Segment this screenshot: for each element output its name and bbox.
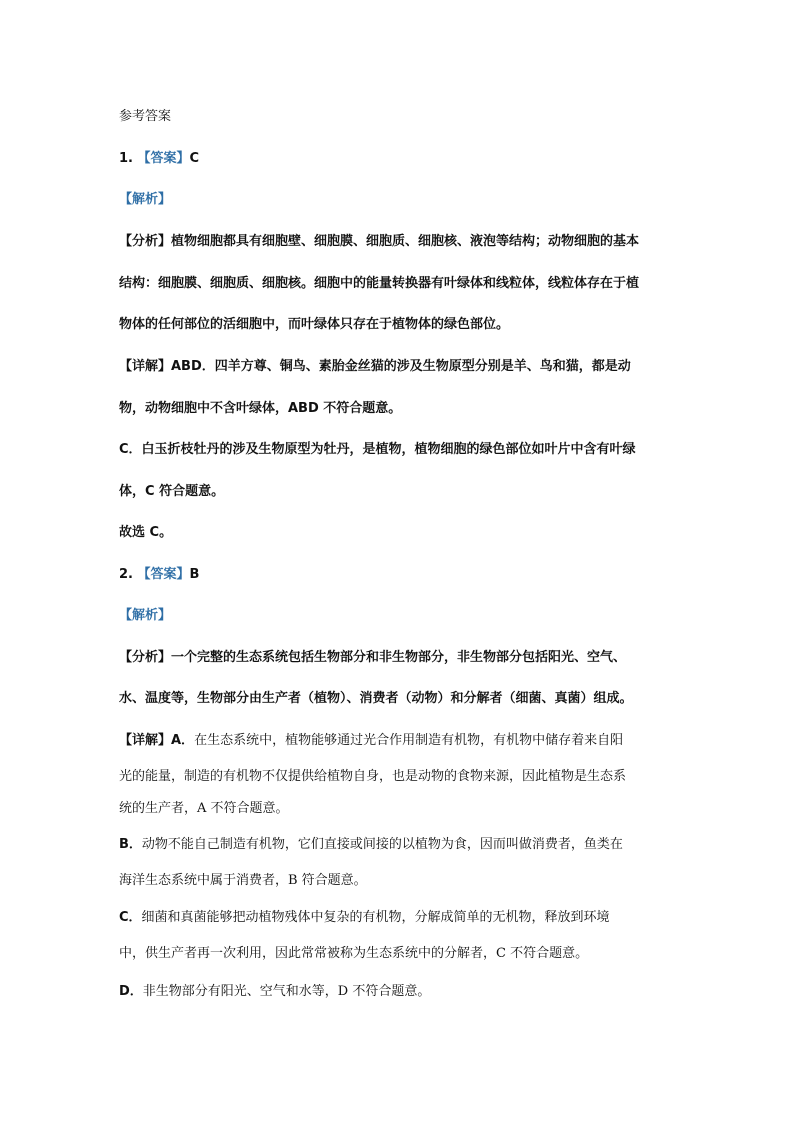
q2-option-b-line-2: 海洋生态系统中属于消费者，B 符合题意。 <box>119 873 367 888</box>
q2-option-b-prefix: B． <box>119 837 142 852</box>
q1-option-c-line-2: 体，C 符合题意。 <box>119 484 225 499</box>
q1-fenxi-line-3: 物体的任何部位的活细胞中，而叶绿体只存在于植物体的绿色部位。 <box>119 317 510 332</box>
q2-detail-line-2: 光的能量，制造的有机物不仅提供给植物自身，也是动物的食物来源，因此植物是生态系 <box>119 769 627 784</box>
q1-detail-line-1: 【详解】ABD．四羊方尊、铜鸟、素胎金丝猫的涉及生物原型分别是羊、鸟和猫，都是动 <box>119 359 631 374</box>
q1-fenxi-line-2: 结构：细胞膜、细胞质、细胞核。细胞中的能量转换器有叶绿体和线粒体，线粒体存在于植 <box>119 276 640 291</box>
q2-answer-value: B <box>189 567 200 582</box>
q1-conclusion: 故选 C。 <box>119 525 173 540</box>
q2-detail-line-1 <box>119 732 623 750</box>
q2-detail-text-1: 在生态系统中，植物能够通过光合作用制造有机物，有机物中储存着来自阳 <box>194 733 624 748</box>
q1-answer-line <box>119 150 199 168</box>
q1-detail-line-2: 物，动物细胞中不含叶绿体，ABD 不符合题意。 <box>119 401 402 416</box>
q2-detail-line-3: 统的生产者，A 不符合题意。 <box>119 801 289 816</box>
q1-analysis-tag: 【解析】 <box>119 192 172 207</box>
q1-fenxi-line-1: 【分析】植物细胞都具有细胞壁、细胞膜、细胞质、细胞核、液泡等结构；动物细胞的基本 <box>119 234 640 249</box>
q2-answer-tag: 【答案】 <box>137 567 190 582</box>
q2-option-b-text-1: 动物不能自己制造有机物，它们直接或间接的以植物为食，因而叫做消费者，鱼类在 <box>141 837 623 852</box>
q2-option-c-line-1 <box>119 909 610 927</box>
page-heading: 参考答案 <box>119 109 172 124</box>
q2-fenxi-line-2: 水、温度等，生物部分由生产者（植物）、消费者（动物）和分解者（细菌、真菌）组成。 <box>119 691 633 706</box>
q1-option-c-line-1: C．白玉折枝牡丹的涉及生物原型为牡丹，是植物，植物细胞的绿色部位如叶片中含有叶绿 <box>119 442 636 457</box>
q2-option-d-prefix: D． <box>119 984 143 999</box>
q2-number: 2. <box>119 567 133 582</box>
q2-option-c-line-2: 中，供生产者再一次利用，因此常常被称为生态系统中的分解者，C 不符合题意。 <box>119 946 589 961</box>
q1-answer-value: C <box>189 151 200 166</box>
q1-number: 1. <box>119 151 133 166</box>
q1-answer-tag: 【答案】 <box>137 151 190 166</box>
q2-detail-prefix: 【详解】A． <box>119 733 195 748</box>
q2-option-c-prefix: C． <box>119 910 142 925</box>
q2-analysis-tag: 【解析】 <box>119 608 172 623</box>
q2-option-d-line-1 <box>119 983 430 1001</box>
q2-option-c-text-1: 细菌和真菌能够把动植物残体中复杂的有机物，分解成简单的无机物，释放到环境 <box>141 910 610 925</box>
q2-fenxi-line-1: 【分析】一个完整的生态系统包括生物部分和非生物部分，非生物部分包括阳光、空气、 <box>119 650 627 665</box>
q2-option-b-line-1 <box>119 836 623 854</box>
q2-option-d-text-1: 非生物部分有阳光、空气和水等，D 不符合题意。 <box>142 984 431 999</box>
q2-answer-line <box>119 566 199 584</box>
